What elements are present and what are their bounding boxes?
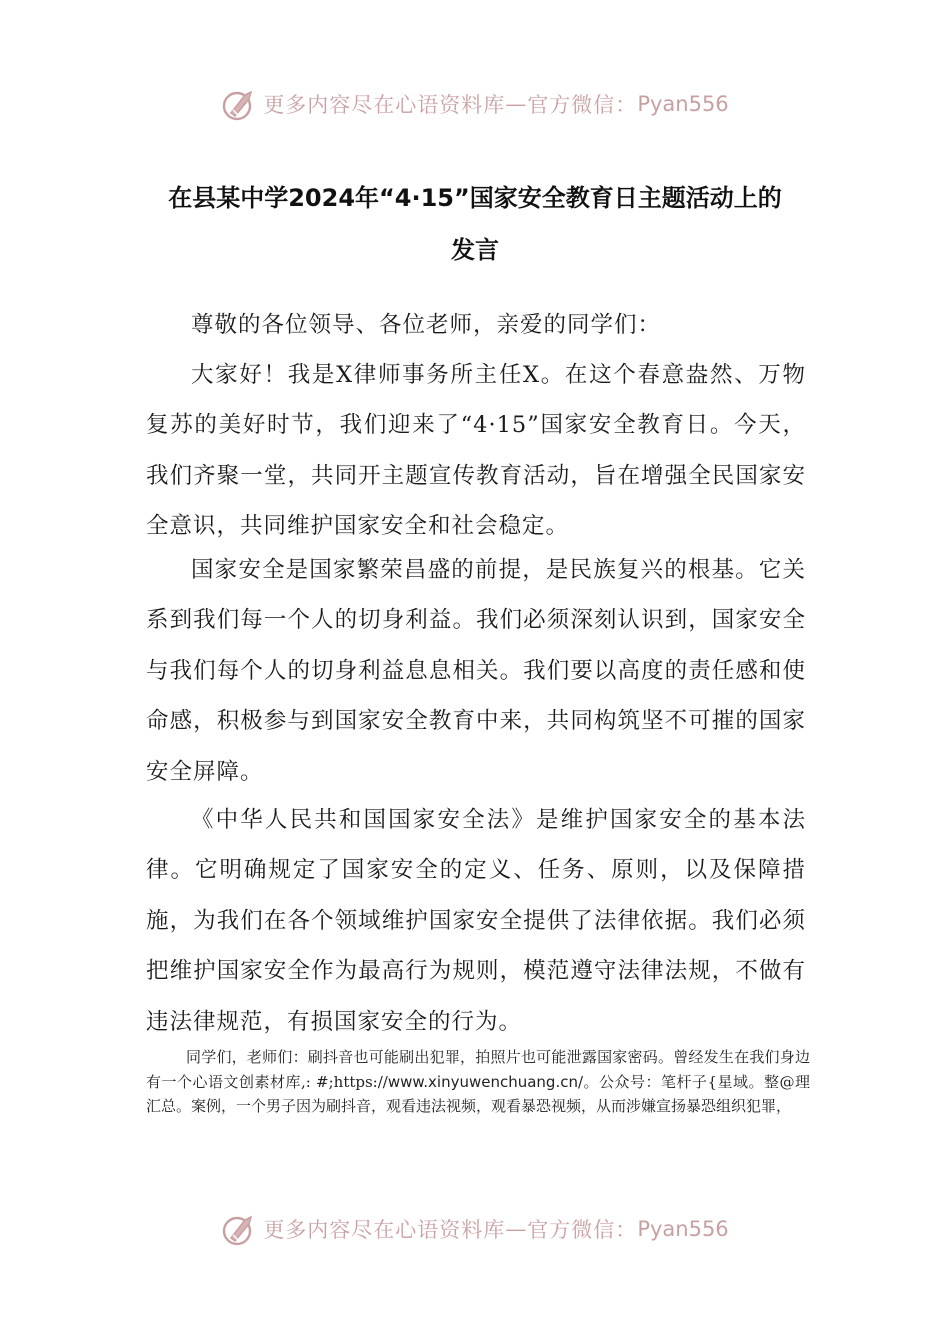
pen-nib-circle-icon [221, 1211, 257, 1247]
watermark-separator: — [505, 1217, 528, 1241]
small-print-paragraph [146, 1045, 810, 1119]
watermark-handle: Pyan556 [637, 1217, 729, 1241]
header-watermark-banner [0, 80, 950, 128]
watermark-site-text: 更多内容尽在心语资料库 [263, 93, 506, 117]
document-title-line-2: 发言 [451, 236, 499, 264]
pen-nib-circle-icon [221, 86, 257, 122]
document-title-line-1: 在县某中学2024年“4·15”国家安全教育日主题活动上的 [168, 184, 782, 212]
small-print-url: www.xinyuwenchuang.cn/ [387, 1072, 584, 1091]
footer-watermark-banner [0, 1205, 950, 1253]
watermark-official-label: 官方微信： [527, 93, 638, 117]
watermark-separator: — [505, 92, 528, 116]
body-paragraph-3: 《中华人民共和国国家安全法》是维护国家安全的基本法律。它明确规定了国家安全的定义、任务、原则，以及保障措施，为我们在各个领域维护国家安全提供了法律依据。我们必须把维护国家安全作为最高行为规则，模范遵守法律法规，不做有违法律规范，有损国家安全的行为。 [146, 807, 806, 1035]
body-paragraph-1: 大家好！我是X律师事务所主任X。在这个春意盎然、万物复苏的美好时节，我们迎来了“4·15”国家安全教育日。今天，我们齐聚一堂，共同开主题宣传教育活动，旨在增强全民国家安全意识，共同维护国家安全和社会稳定。 [146, 362, 806, 540]
body-paragraph-2: 国家安全是国家繁荣昌盛的前提，是民族复兴的根基。它关系到我们每一个人的切身利益。我们必须深刻认识到，国家安全与我们每个人的切身利益息息相关。我们要以高度的责任感和使命感，积极参与到国家安全教育中来，共同构筑坚不可摧的国家安全屏障。 [146, 557, 806, 785]
small-print-part-1: 同学们，老师们：刷抖音也可能刷出犯罪，拍照片也可能泄露国家密码。曾经发生在我们身边有一个心语文创素材库,: #;https:// [146, 1048, 810, 1091]
watermark-official-label: 官方微信： [527, 1218, 638, 1242]
watermark-handle: Pyan556 [637, 92, 729, 116]
small-print-part-2: 。公众号：笔杆子{星域。整@理汇总。案例，一个男子因为刷抖音，观看违法视频，观看暴恐视频，从而涉嫌宣扬暴恐组织犯罪， [146, 1072, 811, 1115]
greeting-paragraph: 尊敬的各位领导、各位老师，亲爱的同学们： [191, 312, 662, 338]
watermark-site-text: 更多内容尽在心语资料库 [263, 1218, 506, 1242]
